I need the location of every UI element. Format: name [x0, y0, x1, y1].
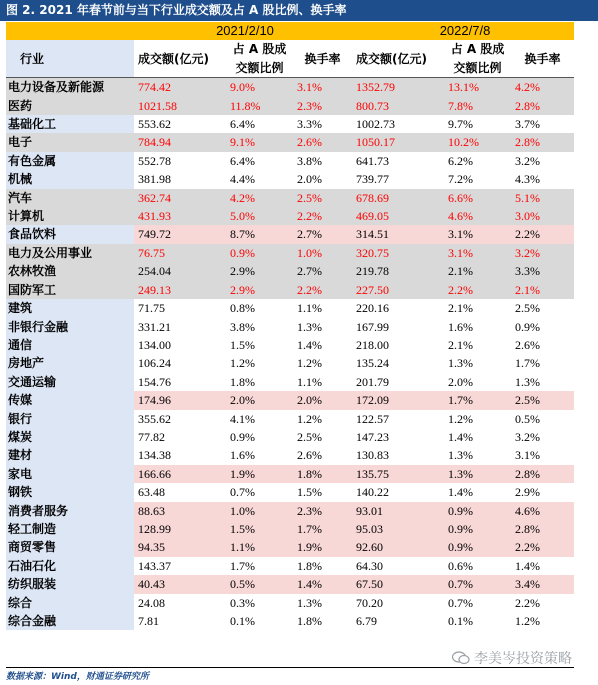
industry-name-cell: 综合 — [6, 594, 134, 612]
volume-2021-cell: 154.76 — [134, 373, 226, 391]
volume-2022-cell: 800.73 — [352, 97, 444, 115]
table-row — [6, 373, 574, 391]
share-2022-cell: 10.2% — [444, 133, 511, 151]
table-row — [6, 483, 574, 501]
turnover-2022-cell: 2.1% — [511, 281, 574, 299]
turnover-2021-cell: 2.7% — [293, 262, 352, 280]
volume-2021-cell: 174.96 — [134, 391, 226, 409]
volume-2022-cell: 135.75 — [352, 465, 444, 483]
industry-name-cell: 通信 — [6, 336, 134, 354]
volume-2021-cell: 431.93 — [134, 207, 226, 225]
volume-2021-cell: 24.08 — [134, 594, 226, 612]
table-row — [6, 391, 574, 409]
wechat-icon — [452, 651, 470, 665]
share-2022-cell: 0.9% — [444, 520, 511, 538]
share-2022-cell: 7.8% — [444, 97, 511, 115]
volume-2022-cell: 1352.79 — [352, 78, 444, 97]
turnover-2022-cell: 1.7% — [511, 354, 574, 372]
share-2022-cell: 1.6% — [444, 318, 511, 336]
industry-name-cell: 消费者服务 — [6, 502, 134, 520]
share-2021-cell: 0.9% — [226, 428, 293, 446]
share-2021-cell: 0.3% — [226, 594, 293, 612]
turnover-2022-cell: 4.2% — [511, 78, 574, 97]
table-row — [6, 538, 574, 556]
turnover-2021-cell: 3.8% — [293, 152, 352, 170]
volume-2021-cell: 331.21 — [134, 318, 226, 336]
volume-2021-cell: 381.98 — [134, 170, 226, 188]
industry-name-cell: 建筑 — [6, 299, 134, 317]
turnover-2022-cell: 3.0% — [511, 207, 574, 225]
turnover-2022-cell: 4.6% — [511, 502, 574, 520]
source-note: 数据来源：Wind，财通证券研究所 — [6, 672, 149, 682]
share-2022-header-line2: 交额比例 — [444, 59, 511, 78]
header-blank — [6, 22, 134, 40]
turnover-2022-cell: 1.3% — [511, 373, 574, 391]
table-row — [6, 318, 574, 336]
turnover-2021-cell: 1.2% — [293, 410, 352, 428]
share-2022-cell: 2.1% — [444, 262, 511, 280]
share-2022-cell: 1.4% — [444, 428, 511, 446]
turnover-2022-cell: 5.1% — [511, 189, 574, 207]
volume-2021-cell: 7.81 — [134, 612, 226, 630]
volume-2022-cell: 67.50 — [352, 575, 444, 593]
share-2021-cell: 9.1% — [226, 133, 293, 151]
share-2021-cell: 2.9% — [226, 262, 293, 280]
volume-2022-cell: 641.73 — [352, 152, 444, 170]
table-row — [6, 244, 574, 262]
turnover-2021-cell: 1.1% — [293, 373, 352, 391]
turnover-2021-header: 换手率 — [293, 40, 352, 77]
share-2022-cell: 4.6% — [444, 207, 511, 225]
industry-name-cell: 综合金融 — [6, 612, 134, 630]
industry-name-cell: 基础化工 — [6, 115, 134, 133]
share-2021-cell: 1.6% — [226, 446, 293, 464]
turnover-2022-cell: 3.4% — [511, 575, 574, 593]
industry-name-cell: 汽车 — [6, 189, 134, 207]
share-2022-cell: 13.1% — [444, 78, 511, 97]
share-2022-cell: 6.2% — [444, 152, 511, 170]
volume-2022-cell: 92.60 — [352, 538, 444, 556]
volume-2022-cell: 219.78 — [352, 262, 444, 280]
volume-2022-cell: 678.69 — [352, 189, 444, 207]
volume-2021-cell: 552.78 — [134, 152, 226, 170]
turnover-2022-header: 换手率 — [511, 40, 574, 77]
share-2022-cell: 2.2% — [444, 281, 511, 299]
turnover-2021-cell: 1.3% — [293, 594, 352, 612]
volume-2022-cell: 130.83 — [352, 446, 444, 464]
share-2021-cell: 5.0% — [226, 207, 293, 225]
industry-name-cell: 煤炭 — [6, 428, 134, 446]
turnover-2022-cell: 1.2% — [511, 612, 574, 630]
turnover-2022-cell: 2.2% — [511, 225, 574, 243]
share-2021-cell: 0.9% — [226, 244, 293, 262]
industry-name-cell: 房地产 — [6, 354, 134, 372]
industry-name-cell: 钢铁 — [6, 483, 134, 501]
table-row — [6, 189, 574, 207]
volume-2021-cell: 749.72 — [134, 225, 226, 243]
share-2021-cell: 4.1% — [226, 410, 293, 428]
share-2021-cell: 1.0% — [226, 502, 293, 520]
figure-title: 图 2. 2021 年春节前与当下行业成交额及占 A 股比例、换手率 — [0, 0, 598, 21]
table-row — [6, 520, 574, 538]
turnover-2021-cell: 1.1% — [293, 299, 352, 317]
turnover-2022-cell: 2.8% — [511, 465, 574, 483]
volume-2022-header: 成交额(亿元) — [352, 40, 444, 77]
turnover-2021-cell: 1.8% — [293, 557, 352, 575]
share-2022-cell: 1.7% — [444, 391, 511, 409]
turnover-2021-cell: 2.0% — [293, 170, 352, 188]
share-2021-cell: 1.1% — [226, 538, 293, 556]
volume-2022-cell: 227.50 — [352, 281, 444, 299]
industry-name-cell: 非银行金融 — [6, 318, 134, 336]
table-row — [6, 152, 574, 170]
turnover-2022-cell: 0.9% — [511, 318, 574, 336]
industry-name-cell: 轻工制造 — [6, 520, 134, 538]
turnover-2022-cell: 2.5% — [511, 299, 574, 317]
share-2022-cell: 0.7% — [444, 594, 511, 612]
share-2022-cell: 1.2% — [444, 410, 511, 428]
share-2021-header-line1: 占 A 股成 — [226, 40, 293, 58]
share-2022-cell: 7.2% — [444, 170, 511, 188]
share-2021-cell: 1.9% — [226, 465, 293, 483]
share-2022-cell: 2.1% — [444, 299, 511, 317]
industry-name-cell: 机械 — [6, 170, 134, 188]
table-row — [6, 354, 574, 372]
turnover-2021-cell: 1.4% — [293, 575, 352, 593]
turnover-2022-cell: 4.3% — [511, 170, 574, 188]
share-2022-cell: 6.6% — [444, 189, 511, 207]
turnover-2022-cell: 2.8% — [511, 520, 574, 538]
table-row — [6, 410, 574, 428]
share-2021-cell: 3.8% — [226, 318, 293, 336]
turnover-2021-cell: 1.7% — [293, 520, 352, 538]
share-2021-cell: 11.8% — [226, 97, 293, 115]
turnover-2022-cell: 3.3% — [511, 262, 574, 280]
turnover-2022-cell: 3.1% — [511, 446, 574, 464]
share-2022-cell: 0.9% — [444, 538, 511, 556]
industry-name-cell: 计算机 — [6, 207, 134, 225]
industry-name-cell: 农林牧渔 — [6, 262, 134, 280]
volume-2022-cell: 95.03 — [352, 520, 444, 538]
turnover-2021-cell: 1.2% — [293, 354, 352, 372]
share-2021-cell: 1.2% — [226, 354, 293, 372]
table-row — [6, 133, 574, 151]
share-2021-header-line2: 交额比例 — [226, 59, 293, 78]
table-row — [6, 336, 574, 354]
share-2021-cell: 1.8% — [226, 373, 293, 391]
industry-name-cell: 国防军工 — [6, 281, 134, 299]
industry-name-cell: 食品饮料 — [6, 225, 134, 243]
volume-2022-cell: 320.75 — [352, 244, 444, 262]
share-2022-cell: 0.7% — [444, 575, 511, 593]
table-row — [6, 78, 574, 97]
table-row — [6, 97, 574, 115]
volume-2021-cell: 254.04 — [134, 262, 226, 280]
volume-2022-cell: 6.79 — [352, 612, 444, 630]
industry-name-cell: 有色金属 — [6, 152, 134, 170]
share-2022-cell: 0.9% — [444, 502, 511, 520]
turnover-2021-cell: 2.2% — [293, 281, 352, 299]
table-row — [6, 170, 574, 188]
volume-2021-cell: 71.75 — [134, 299, 226, 317]
turnover-2021-cell: 2.6% — [293, 133, 352, 151]
share-2022-cell: 1.3% — [444, 446, 511, 464]
share-2021-cell: 4.2% — [226, 189, 293, 207]
table-row — [6, 465, 574, 483]
volume-2021-cell: 249.13 — [134, 281, 226, 299]
turnover-2022-cell: 3.2% — [511, 152, 574, 170]
industry-name-cell: 银行 — [6, 410, 134, 428]
industry-name-cell: 交通运输 — [6, 373, 134, 391]
volume-2021-cell: 134.00 — [134, 336, 226, 354]
turnover-2021-cell: 2.3% — [293, 97, 352, 115]
industry-name-cell: 商贸零售 — [6, 538, 134, 556]
turnover-2022-cell: 3.7% — [511, 115, 574, 133]
turnover-2022-cell: 2.6% — [511, 336, 574, 354]
date-2022-header: 2022/7/8 — [352, 22, 574, 40]
watermark-text: 李美岑投资策略 — [474, 651, 572, 667]
share-2021-cell: 2.9% — [226, 281, 293, 299]
turnover-2022-cell: 2.2% — [511, 538, 574, 556]
volume-2021-cell: 166.66 — [134, 465, 226, 483]
table-row — [6, 575, 574, 593]
table-row — [6, 299, 574, 317]
share-2022-cell: 1.3% — [444, 465, 511, 483]
turnover-2022-cell: 2.8% — [511, 97, 574, 115]
industry-name-cell: 电力设备及新能源 — [6, 78, 134, 97]
table-row — [6, 612, 574, 630]
turnover-2022-cell: 1.4% — [511, 557, 574, 575]
share-2022-cell: 2.1% — [444, 336, 511, 354]
turnover-2021-cell: 1.8% — [293, 612, 352, 630]
turnover-2021-cell: 2.3% — [293, 502, 352, 520]
share-2021-cell: 0.1% — [226, 612, 293, 630]
volume-2021-cell: 94.35 — [134, 538, 226, 556]
table-row — [6, 557, 574, 575]
volume-2021-cell: 106.24 — [134, 354, 226, 372]
industry-name-cell: 石油石化 — [6, 557, 134, 575]
share-2021-cell: 4.4% — [226, 170, 293, 188]
volume-2022-cell: 1050.17 — [352, 133, 444, 151]
share-2022-cell: 9.7% — [444, 115, 511, 133]
turnover-2021-cell: 2.6% — [293, 446, 352, 464]
turnover-2022-cell: 2.5% — [511, 391, 574, 409]
turnover-2022-cell: 2.8% — [511, 133, 574, 151]
turnover-2021-cell: 3.1% — [293, 78, 352, 97]
turnover-2021-cell: 2.7% — [293, 225, 352, 243]
table-body — [6, 78, 574, 631]
date-2021-header: 2021/2/10 — [134, 22, 352, 40]
share-2021-cell: 1.5% — [226, 520, 293, 538]
table-row — [6, 594, 574, 612]
watermark — [452, 648, 572, 668]
volume-2022-cell: 167.99 — [352, 318, 444, 336]
volume-2021-cell: 134.38 — [134, 446, 226, 464]
volume-2022-cell: 140.22 — [352, 483, 444, 501]
turnover-2021-cell: 2.5% — [293, 428, 352, 446]
table-row — [6, 281, 574, 299]
volume-2022-cell: 147.23 — [352, 428, 444, 446]
volume-2022-cell: 739.77 — [352, 170, 444, 188]
share-2022-cell: 3.1% — [444, 244, 511, 262]
volume-2022-cell: 314.51 — [352, 225, 444, 243]
turnover-2021-cell: 2.2% — [293, 207, 352, 225]
table-row — [6, 207, 574, 225]
share-2022-header-line1: 占 A 股成 — [444, 40, 511, 58]
share-2022-cell: 1.3% — [444, 354, 511, 372]
volume-2022-cell: 469.05 — [352, 207, 444, 225]
industry-name-cell: 纺织服装 — [6, 575, 134, 593]
volume-2021-cell: 553.62 — [134, 115, 226, 133]
volume-2022-cell: 201.79 — [352, 373, 444, 391]
volume-2022-cell: 122.57 — [352, 410, 444, 428]
volume-2022-cell: 1002.73 — [352, 115, 444, 133]
turnover-2022-cell: 2.9% — [511, 483, 574, 501]
volume-2021-cell: 1021.58 — [134, 97, 226, 115]
turnover-2022-cell: 0.5% — [511, 410, 574, 428]
table-row — [6, 446, 574, 464]
volume-2022-cell: 220.16 — [352, 299, 444, 317]
volume-2022-cell: 172.09 — [352, 391, 444, 409]
column-header-row-1 — [6, 40, 574, 58]
volume-2022-cell: 218.00 — [352, 336, 444, 354]
turnover-2021-cell: 1.5% — [293, 483, 352, 501]
table-row — [6, 115, 574, 133]
volume-2021-cell: 40.43 — [134, 575, 226, 593]
industry-name-cell: 电力及公用事业 — [6, 244, 134, 262]
volume-2022-cell: 135.24 — [352, 354, 444, 372]
industry-name-cell: 传媒 — [6, 391, 134, 409]
turnover-2021-cell: 2.0% — [293, 391, 352, 409]
turnover-2022-cell: 3.2% — [511, 428, 574, 446]
table-row — [6, 502, 574, 520]
volume-2021-cell: 76.75 — [134, 244, 226, 262]
share-2021-cell: 8.7% — [226, 225, 293, 243]
share-2022-cell: 2.0% — [444, 373, 511, 391]
share-2022-cell: 0.6% — [444, 557, 511, 575]
volume-2022-cell: 64.30 — [352, 557, 444, 575]
industry-name-cell: 家电 — [6, 465, 134, 483]
share-2021-cell: 0.8% — [226, 299, 293, 317]
share-2022-cell: 0.1% — [444, 612, 511, 630]
table-row — [6, 262, 574, 280]
volume-2021-cell: 362.74 — [134, 189, 226, 207]
share-2021-cell: 6.4% — [226, 152, 293, 170]
date-header-row — [6, 22, 574, 40]
turnover-2021-cell: 1.3% — [293, 318, 352, 336]
volume-2021-cell: 77.82 — [134, 428, 226, 446]
share-2022-cell: 1.4% — [444, 483, 511, 501]
share-2022-cell: 3.1% — [444, 225, 511, 243]
volume-2021-cell: 88.63 — [134, 502, 226, 520]
share-2021-cell: 6.4% — [226, 115, 293, 133]
share-2021-cell: 0.7% — [226, 483, 293, 501]
volume-2021-cell: 355.62 — [134, 410, 226, 428]
share-2021-cell: 1.7% — [226, 557, 293, 575]
volume-2021-cell: 63.48 — [134, 483, 226, 501]
industry-name-cell: 医药 — [6, 97, 134, 115]
industry-volume-table — [6, 22, 574, 630]
table-row — [6, 428, 574, 446]
turnover-2021-cell: 1.4% — [293, 336, 352, 354]
turnover-2021-cell: 1.0% — [293, 244, 352, 262]
industry-name-cell: 建材 — [6, 446, 134, 464]
industry-name-cell: 电子 — [6, 133, 134, 151]
volume-2021-header: 成交额(亿元) — [134, 40, 226, 77]
volume-2021-cell: 774.42 — [134, 78, 226, 97]
volume-2022-cell: 93.01 — [352, 502, 444, 520]
volume-2021-cell: 128.99 — [134, 520, 226, 538]
turnover-2021-cell: 3.3% — [293, 115, 352, 133]
turnover-2021-cell: 1.9% — [293, 538, 352, 556]
turnover-2021-cell: 1.8% — [293, 465, 352, 483]
volume-2022-cell: 70.20 — [352, 594, 444, 612]
turnover-2022-cell: 2.2% — [511, 594, 574, 612]
turnover-2022-cell: 3.2% — [511, 244, 574, 262]
turnover-2021-cell: 2.5% — [293, 189, 352, 207]
table-row — [6, 225, 574, 243]
volume-2021-cell: 784.94 — [134, 133, 226, 151]
industry-column-header: 行业 — [6, 40, 134, 77]
volume-2021-cell: 143.37 — [134, 557, 226, 575]
share-2021-cell: 2.0% — [226, 391, 293, 409]
share-2021-cell: 1.5% — [226, 336, 293, 354]
share-2021-cell: 0.5% — [226, 575, 293, 593]
share-2021-cell: 9.0% — [226, 78, 293, 97]
